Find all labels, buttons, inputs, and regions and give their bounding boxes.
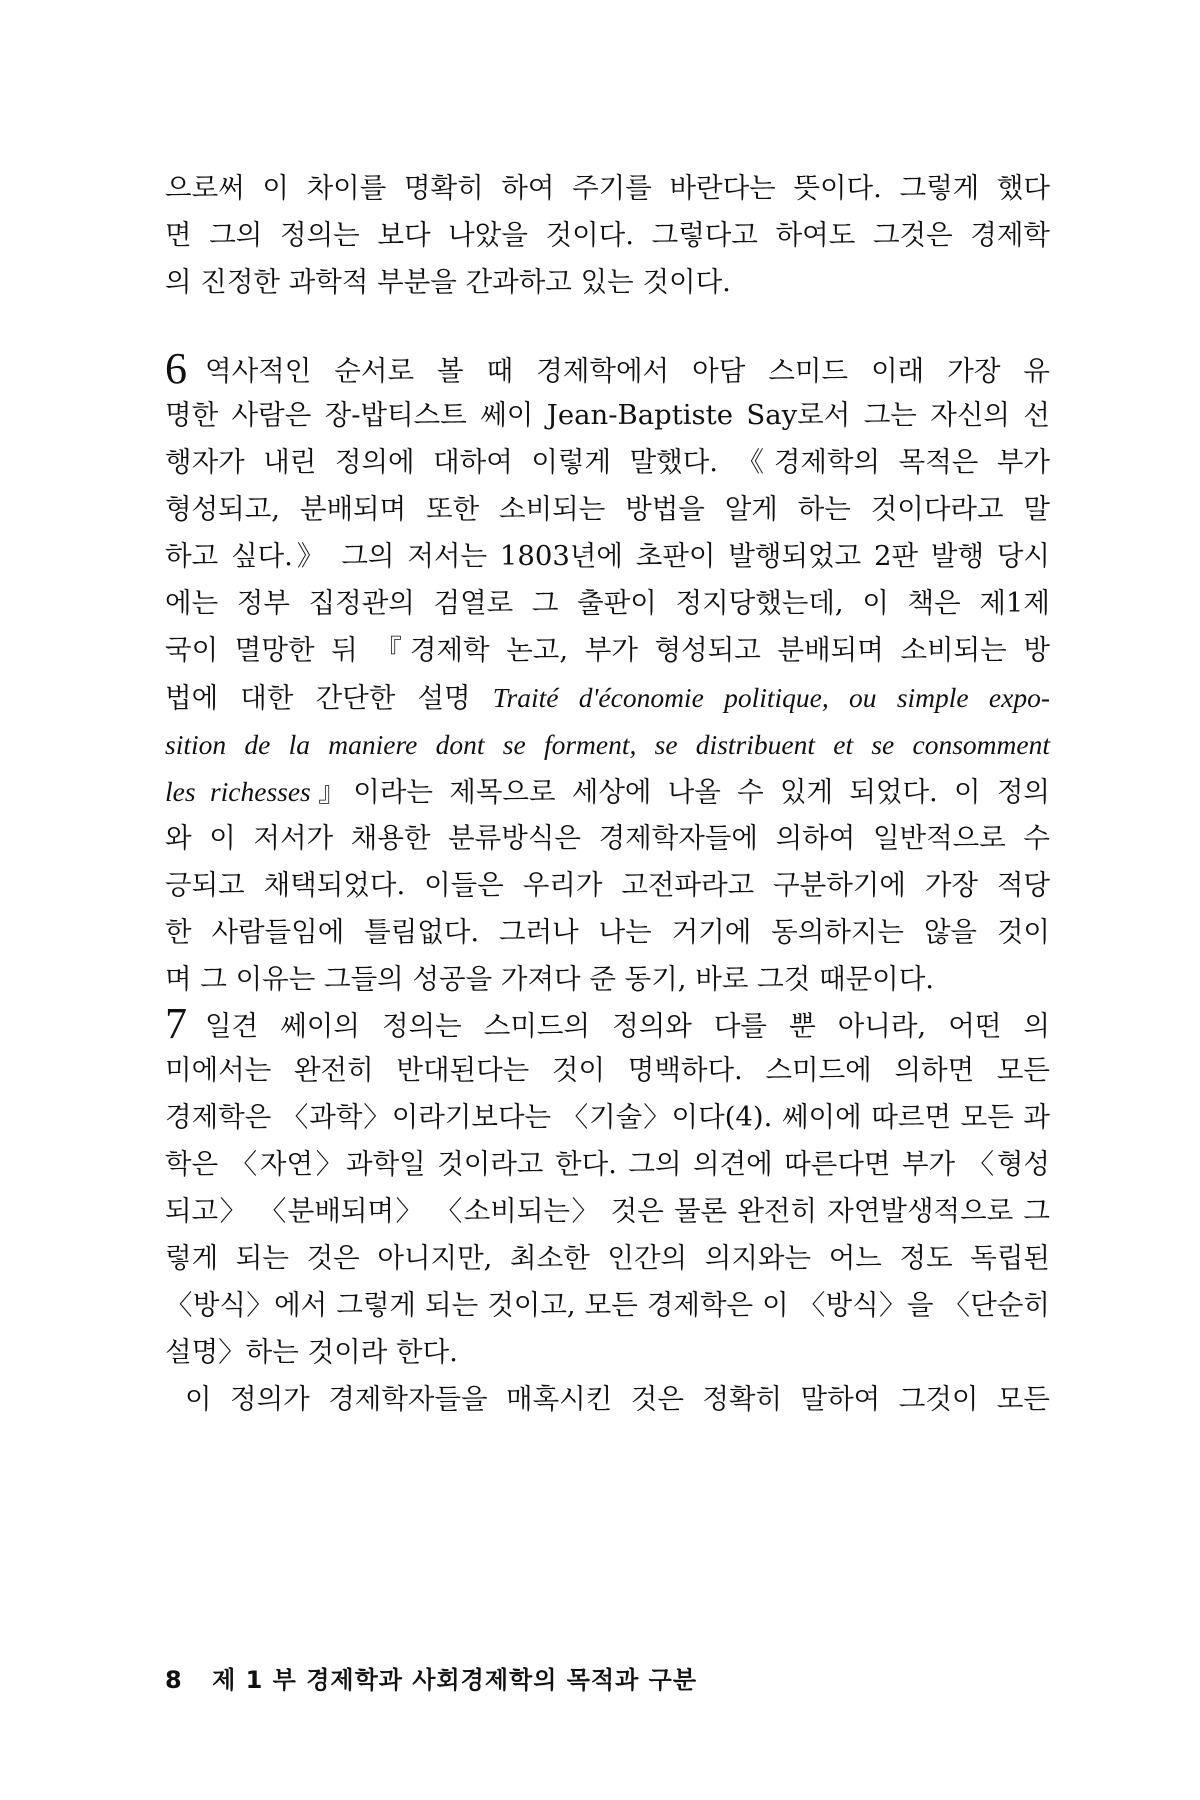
- text-line: 하고 싶다.》 그의 저서는 1803년에 초판이 발행되었고 2판 발행 당시: [165, 540, 1050, 572]
- paragraph-carryover: [165, 165, 1050, 306]
- page-number: 8: [165, 1666, 183, 1694]
- text-line: 경제학은 〈과학〉이라기보다는 〈기술〉이다(4). 쎄이에 따르면 모든 과: [165, 1101, 1050, 1133]
- text-line: 미에서는 완전히 반대된다는 것이 명백하다. 스미드에 의하면 모든: [165, 1054, 1050, 1086]
- text-line: [165, 1000, 1050, 1047]
- text-line: 으로써 이 차이를 명확히 하여 주기를 바란다는 뜻이다. 그렇게 했다: [165, 172, 1050, 204]
- text-line-content: 』이라는 제목으로 세상에 나올 수 있게 되었다. 이 정의: [310, 776, 1050, 808]
- page-footer: [165, 1660, 697, 1695]
- text-line: 한 사람들임에 틀림없다. 그러나 나는 거기에 동의하지는 않을 것이: [165, 916, 1050, 948]
- text-line: sition de la maniere dont se forment, se distribuent et se consomment: [165, 729, 1050, 760]
- text-line: 이 정의가 경제학자들을 매혹시킨 것은 정확히 말하여 그것이 모든: [185, 1383, 1050, 1415]
- text-line: 면 그의 정의는 보다 나았을 것이다. 그렇다고 하여도 그것은 경제학: [165, 219, 1050, 251]
- text-line: 며 그 이유는 그들의 성공을 가져다 준 동기, 바로 그것 때문이다.: [165, 963, 935, 995]
- text-line: 명한 사람은 장-밥티스트 쎄이 Jean-Baptiste Say로서 그는 자신의 선: [165, 399, 1050, 431]
- text-line: [165, 345, 1050, 392]
- paragraph-number: 7: [165, 999, 187, 1048]
- text-line: 〈방식〉에서 그렇게 되는 것이고, 모든 경제학은 이 〈방식〉을 〈단순히: [165, 1289, 1050, 1321]
- text-line: 되고〉 〈분배되며〉 〈소비되는〉 것은 물론 완전히 자연발생적으로 그: [165, 1195, 1050, 1227]
- text-line: 설명〉하는 것이라 한다.: [165, 1336, 458, 1368]
- text-line: 렇게 되는 것은 아니지만, 최소한 인간의 의지와는 어느 정도 독립된: [165, 1242, 1050, 1274]
- text-line: [165, 768, 1050, 815]
- text-line-content: 일견 쎄이의 정의는 스미드의 정의와 다를 뿐 아니라, 어떤 의: [205, 1010, 1050, 1042]
- running-head: 제 1 부 경제학과 사회경제학의 목적과 구분: [212, 1666, 698, 1694]
- text-line-content: 역사적인 순서로 볼 때 경제학에서 아담 스미드 이래 가장 유: [205, 355, 1050, 387]
- text-line: 긍되고 채택되었다. 이들은 우리가 고전파라고 구분하기에 가장 적당: [165, 869, 1050, 901]
- text-line: 에는 정부 집정관의 검열로 그 출판이 정지당했는데, 이 책은 제1제: [165, 587, 1050, 619]
- text-line: 형성되고, 분배되며 또한 소비되는 방법을 알게 하는 것이다라고 말: [165, 493, 1050, 525]
- paragraph-number: 6: [165, 344, 187, 393]
- text-line: 국이 멸망한 뒤 『경제학 논고, 부가 형성되고 분배되며 소비되는 방: [165, 634, 1050, 666]
- paragraph-6: [165, 345, 1050, 1003]
- book-title-italic: les richesses: [165, 776, 311, 807]
- text-line: 행자가 내린 정의에 대하여 이렇게 말했다. 《경제학의 목적은 부가: [165, 446, 1050, 478]
- text-line: 와 이 저서가 채용한 분류방식은 경제학자들에 의하여 일반적으로 수: [165, 822, 1050, 854]
- paragraph-7-continuation: [165, 1376, 1050, 1423]
- book-title-italic: Traité d'économie politique, ou simple expo-: [492, 682, 1050, 713]
- paragraph-7: [165, 1000, 1050, 1376]
- text-line: 학은 〈자연〉과학일 것이라고 한다. 그의 의견에 따른다면 부가 〈형성: [165, 1148, 1050, 1180]
- text-line-content: 법에 대한 간단한 설명: [165, 682, 493, 714]
- text-line: 의 진정한 과학적 부분을 간과하고 있는 것이다.: [165, 266, 731, 298]
- text-line: [165, 674, 1050, 721]
